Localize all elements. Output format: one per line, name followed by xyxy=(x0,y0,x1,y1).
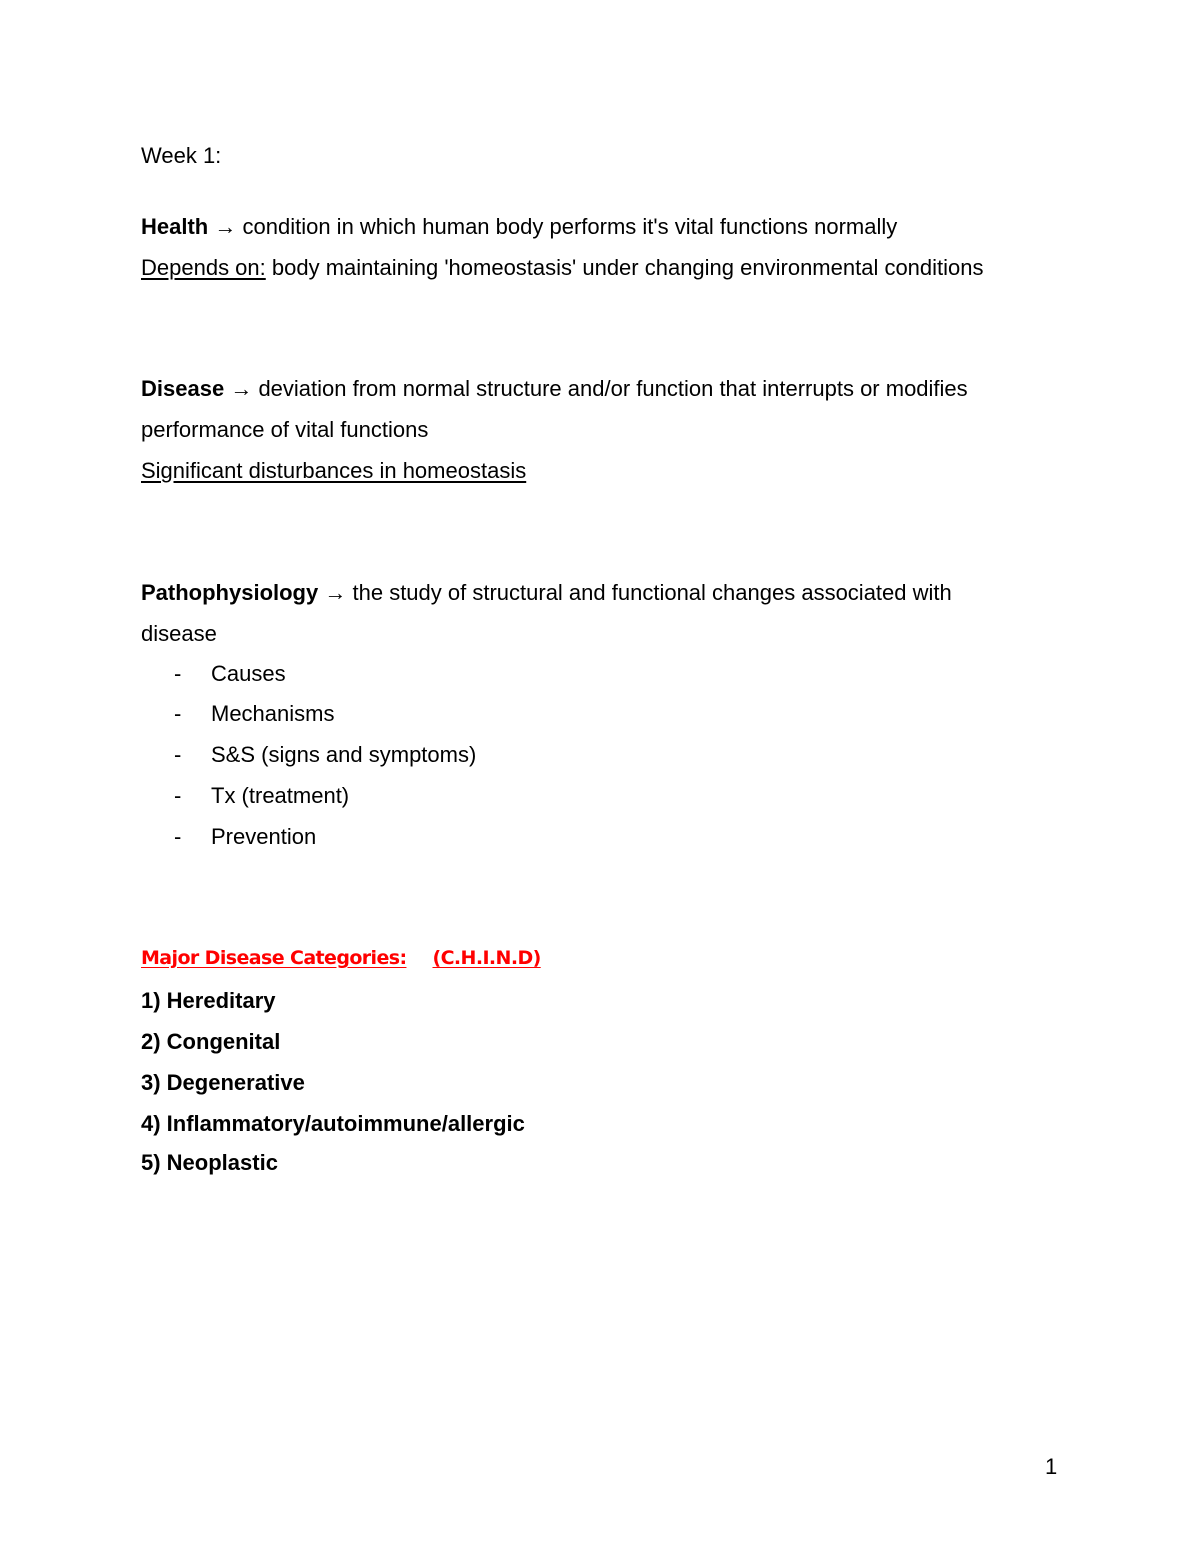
categories-heading-text: Major Disease Categories: xyxy=(141,947,407,969)
category-item: 2) Congenital xyxy=(141,1029,281,1054)
disease-term: Disease xyxy=(141,376,225,401)
list-item xyxy=(174,823,316,851)
list-item xyxy=(174,660,286,688)
health-depends-label: Depends on: xyxy=(141,255,266,280)
disease-note-line xyxy=(141,457,526,485)
disease-definition-continued: performance of vital functions xyxy=(141,417,429,442)
disease-note: Significant disturbances in homeostasis xyxy=(141,458,527,483)
categories-heading xyxy=(141,944,541,972)
health-arrow: → xyxy=(214,214,237,239)
bullet-dash: - xyxy=(174,783,182,808)
bullet-text: Mechanisms xyxy=(211,701,335,726)
bullet-dash: - xyxy=(174,701,182,726)
pathophysiology-definition-line xyxy=(141,579,952,607)
bullet-dash: - xyxy=(174,824,182,849)
health-depends-text: body maintaining 'homeostasis' under changing environmental conditions xyxy=(271,255,984,280)
category-item: 4) Inflammatory/autoimmune/allergic xyxy=(141,1111,525,1136)
pathophysiology-arrow: → xyxy=(324,580,347,605)
disease-definition-1: deviation from normal structure and/or function that interrupts or modifies xyxy=(258,376,968,401)
pathophysiology-definition-continued: disease xyxy=(141,621,217,646)
disease-definition-line xyxy=(141,375,968,403)
bullet-dash: - xyxy=(174,661,182,686)
page-number: 1 xyxy=(1045,1454,1058,1479)
week-label: Week 1: xyxy=(141,143,222,168)
bullet-text: Causes xyxy=(211,661,286,686)
category-item: 3) Degenerative xyxy=(141,1070,305,1095)
health-depends-line xyxy=(141,254,984,282)
list-item xyxy=(174,782,349,810)
pathophysiology-definition-1: the study of structural and functional changes associated with xyxy=(352,580,952,605)
list-item xyxy=(174,741,476,769)
pathophysiology-term: Pathophysiology xyxy=(141,580,319,605)
categories-acronym: (C.H.I.N.D) xyxy=(432,947,541,969)
bullet-dash: - xyxy=(174,742,182,767)
category-item: 1) Hereditary xyxy=(141,988,276,1013)
health-definition: condition in which human body performs it's vital functions normally xyxy=(242,214,898,239)
health-definition-line xyxy=(141,213,897,241)
disease-arrow: → xyxy=(230,376,253,401)
list-item xyxy=(174,700,334,728)
health-term: Health xyxy=(141,214,209,239)
bullet-text: S&S (signs and symptoms) xyxy=(211,742,477,767)
category-item: 5) Neoplastic xyxy=(141,1150,278,1175)
bullet-text: Tx (treatment) xyxy=(211,783,350,808)
bullet-text: Prevention xyxy=(211,824,317,849)
